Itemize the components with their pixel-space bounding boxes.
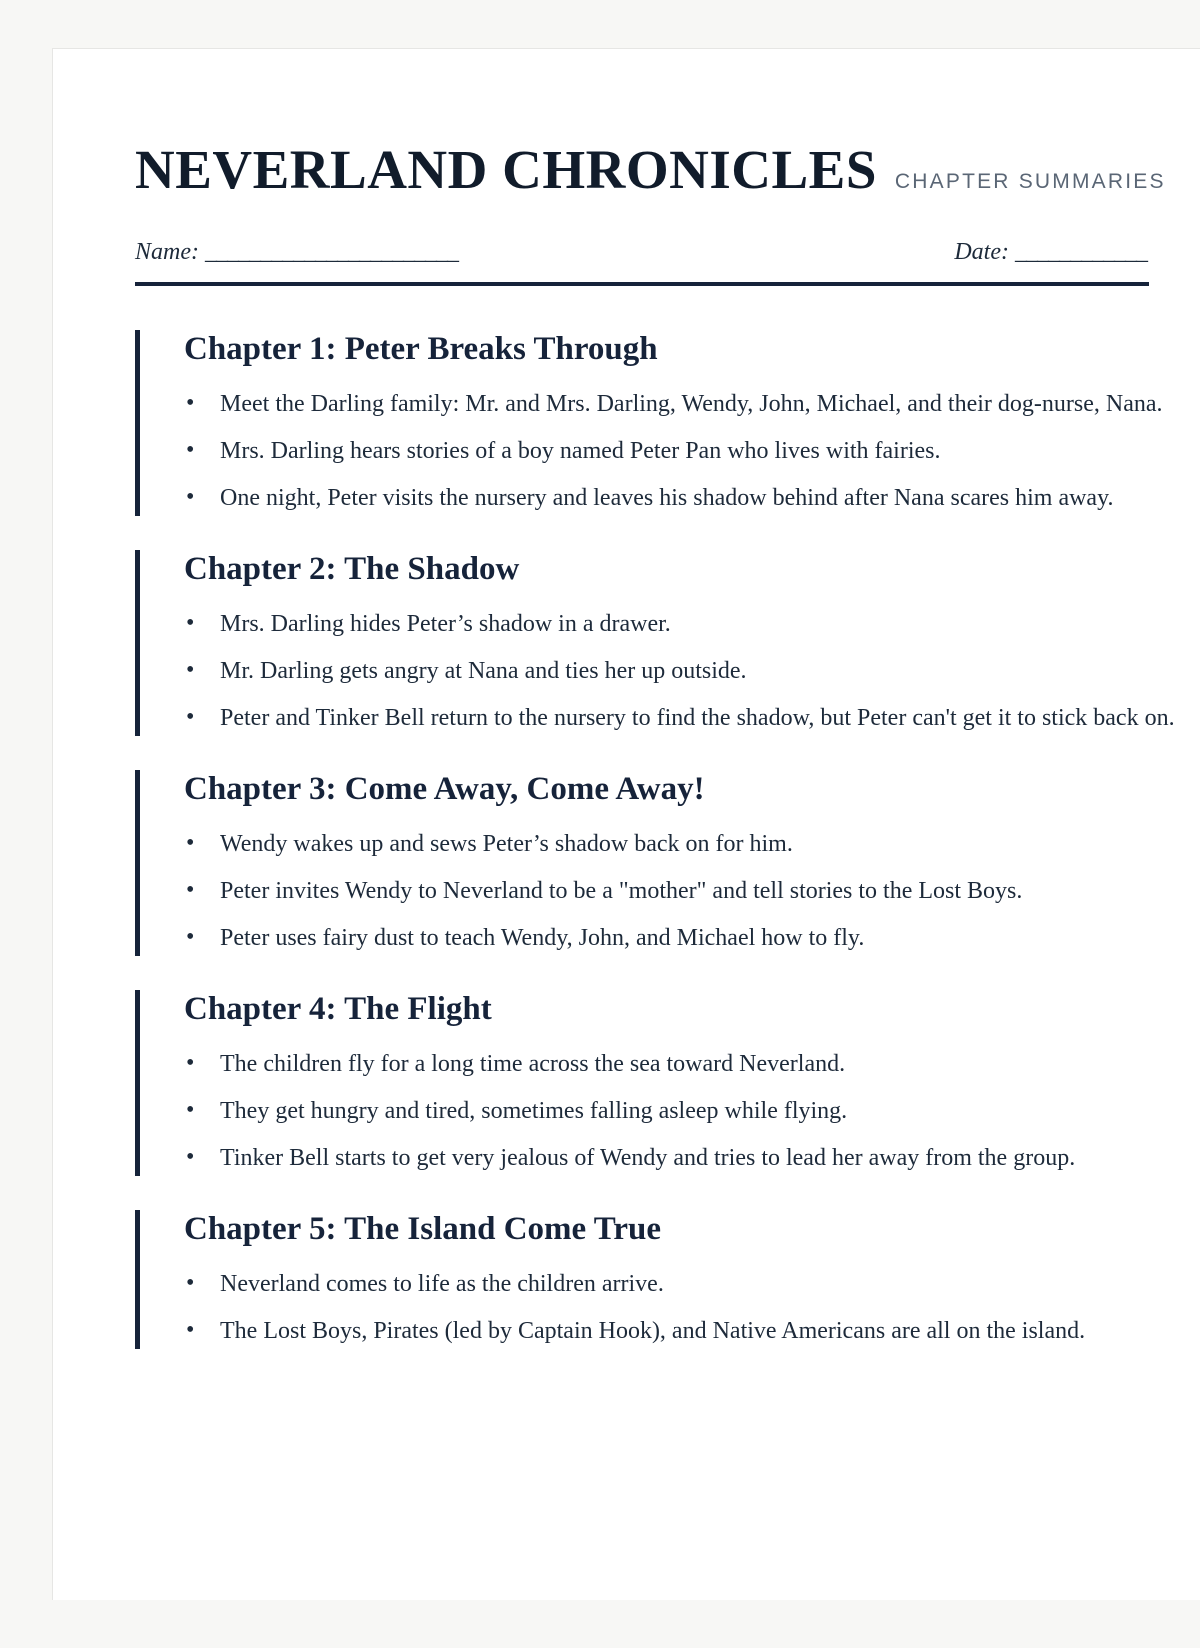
chapter-heading: Chapter 3: Come Away, Come Away! (184, 770, 705, 807)
page-subtitle: CHAPTER SUMMARIES (894, 170, 1166, 193)
list-item: • Meet the Darling family: Mr. and Mrs. Darling, Wendy, John, Michael, and their dog-nurse, Nana. (184, 387, 1195, 422)
chapter-section (135, 770, 1200, 956)
list-item: • Neverland comes to life as the children arrive. (184, 1267, 1195, 1302)
document-header (135, 141, 1200, 199)
list-item: • The children fly for a long time across the sea toward Neverland. (184, 1047, 1195, 1082)
list-item: • Mrs. Darling hides Peter’s shadow in a drawer. (184, 607, 1195, 642)
chapter-heading: Chapter 4: The Flight (184, 990, 492, 1027)
list-item: • The Lost Boys, Pirates (led by Captain Hook), and Native Americans are all on the island. (184, 1314, 1195, 1349)
list-item: • Peter and Tinker Bell return to the nursery to find the shadow, but Peter can't get it to stick back on. (184, 701, 1195, 736)
chapter-bullets (184, 387, 1200, 515)
date-field[interactable] (954, 239, 1147, 266)
list-item: • Peter invites Wendy to Neverland to be a "mother" and tell stories to the Lost Boys. (184, 874, 1195, 909)
chapter-heading: Chapter 1: Peter Breaks Through (184, 330, 658, 367)
name-label: Name: (135, 238, 199, 265)
list-item: • Peter uses fairy dust to teach Wendy, John, and Michael how to fly. (184, 921, 1195, 956)
name-blank-line: _______________________ (204, 238, 458, 265)
date-blank-line: ____________ (1015, 238, 1147, 265)
chapter-bullets (184, 607, 1200, 735)
list-item: • Wendy wakes up and sews Peter’s shadow back on for him. (184, 827, 1195, 862)
worksheet-page (52, 48, 1200, 1600)
list-item: • They get hungry and tired, sometimes falling asleep while flying. (184, 1094, 1195, 1129)
chapter-list (135, 330, 1200, 1349)
chapter-bullets (184, 1047, 1200, 1175)
list-item: • One night, Peter visits the nursery and leaves his shadow behind after Nana scares him away. (184, 481, 1195, 516)
list-item: • Mr. Darling gets angry at Nana and ties her up outside. (184, 654, 1195, 689)
chapter-heading: Chapter 5: The Island Come True (184, 1210, 662, 1247)
chapter-bullets (184, 1267, 1200, 1349)
list-item: • Mrs. Darling hears stories of a boy named Peter Pan who lives with fairies. (184, 434, 1195, 469)
chapter-section (135, 990, 1200, 1176)
chapter-heading: Chapter 2: The Shadow (184, 550, 520, 587)
chapter-section (135, 1210, 1200, 1349)
chapter-section (135, 550, 1200, 736)
page-title: NEVERLAND CHRONICLES (135, 139, 877, 200)
name-field[interactable] (135, 239, 458, 266)
chapter-section (135, 330, 1200, 516)
name-date-row (135, 239, 1155, 266)
chapter-bullets (184, 827, 1200, 955)
date-label: Date: (954, 238, 1009, 265)
header-divider (135, 282, 1149, 286)
list-item: • Tinker Bell starts to get very jealous of Wendy and tries to lead her away from the group. (184, 1141, 1195, 1176)
